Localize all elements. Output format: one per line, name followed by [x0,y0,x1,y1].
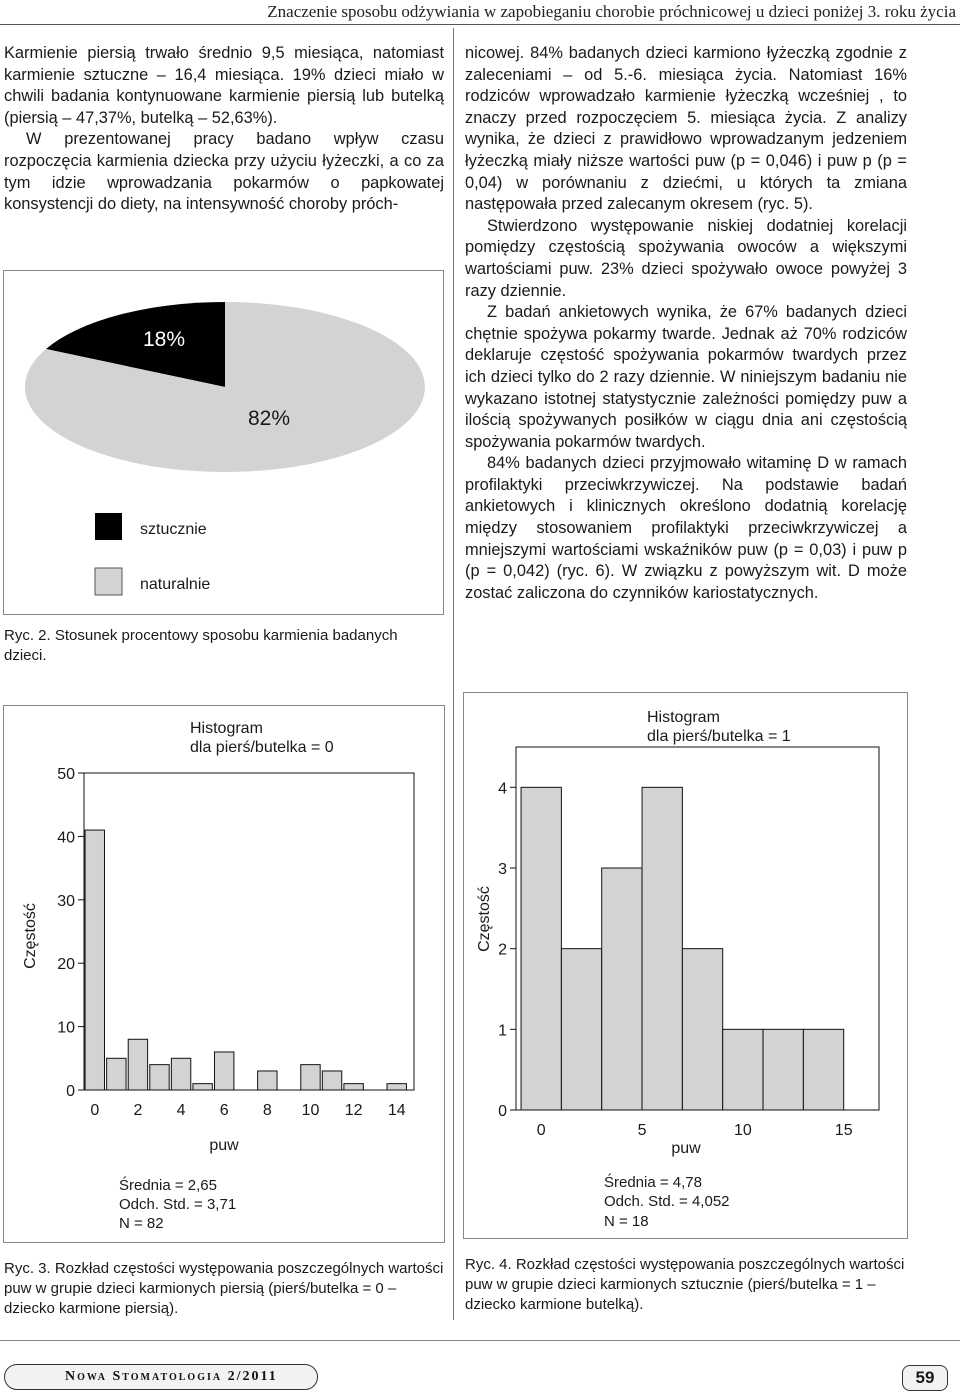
histogram-title: Histogram [190,720,263,737]
header-divider [0,24,960,25]
histogram-bar [344,1084,363,1090]
legend-swatch-naturalnie [95,568,122,595]
x-tick-label: 10 [301,1102,320,1119]
x-tick-label: 0 [536,1122,546,1139]
histogram-bar [803,1029,843,1110]
x-tick-label: 14 [387,1102,406,1119]
x-axis-label: puw [209,1137,239,1154]
figure-2-pie-chart [3,270,444,615]
paragraph: Karmienie piersią trwało średnio 9,5 miesiąca, natomiast karmienie sztuczne – 16,4 miesiąca. 19% dzieci miało w chwili badania kontynuowane karmienie piersią lub butelką (piersią – 47,37%, butelką – 52,63%). [4,44,444,127]
y-axis-label: Częstość [22,903,39,969]
paragraph: W prezentowanej pracy badano wpływ czasu rozpoczęcia karmienia dziecka przy użyciu łyżeczki, a co za tym idzie wprowadzania pokarmów o papkowatej konsystencji do diety, na intensywność choroby próch- [4,130,444,214]
page-number: 59 [902,1365,948,1391]
x-tick-label: 12 [344,1102,363,1119]
histogram-subtitle: dla pierś/butelka = 1 [647,728,791,745]
x-axis-label: puw [671,1140,701,1157]
pie-label-naturalnie: 82% [248,407,291,430]
stat-mean: Średnia = 4,78 [604,1174,702,1191]
stat-n: N = 82 [119,1215,164,1232]
histogram-subtitle: dla pierś/butelka = 0 [190,739,334,756]
stat-std: Odch. Std. = 3,71 [119,1196,237,1213]
y-tick-label: 3 [498,861,507,878]
y-tick-label: 4 [498,780,507,798]
histogram-title: Histogram [647,709,720,726]
histogram-bar [561,949,601,1110]
x-tick-label: 2 [133,1102,143,1119]
figure-2-caption: Ryc. 2. Stosunek procentowy sposobu karmienia badanych dzieci. [4,627,398,664]
x-tick-label: 6 [219,1102,229,1119]
histogram-bar [171,1058,190,1090]
left-column-text [4,43,444,216]
histogram-bar [128,1039,147,1090]
y-tick-label: 0 [66,1083,75,1100]
x-tick-label: 10 [733,1122,752,1139]
figure-3-histogram [3,705,445,1243]
y-tick-label: 20 [57,956,75,974]
x-tick-label: 8 [262,1102,272,1119]
footer-divider [0,1340,960,1341]
histogram-bar [150,1065,169,1090]
histogram-bar [682,949,722,1110]
y-tick-label: 2 [498,941,507,959]
paragraph: Z badań ankietowych wynika, że 67% badanych dzieci chętnie spożywa pokarmy twarde. Jednak aż 70% rodziców deklaruje częstość spożywania pokarmów twardych przez ich dzieci tylko do 2 razy dziennie. W niniejszym badaniu nie wykazano istotnej statystycznie zależności pomiędzy puw a ilością spożywanych posiłków w ciągu dnia ani częstością spożywania pokarmów twardych. [465,303,907,451]
y-tick-label: 1 [498,1022,507,1040]
y-tick-label: 10 [57,1019,75,1037]
paragraph: 84% badanych dzieci przyjmowało witaminę D w ramach profilaktyki przeciwkrzywiczej. Na podstawie badań ankietowych i klinicznych określono dodatnią korelację między stosowaniem profilaktyki przeciwkrzywiczej a mniejszymi wartościami wskaźników puw (p = 0,03) i puw p (p = 0,042) (ryc. 6). W związku z powyższym wit. D może zostać zaliczona do czynników kariostatycznych. [465,454,907,602]
stat-mean: Średnia = 2,65 [119,1177,217,1194]
figure-4-histogram [463,692,908,1239]
y-tick-label: 50 [57,766,75,783]
x-tick-label: 5 [637,1122,647,1139]
histogram-bar [214,1052,233,1090]
pie-label-sztucznie: 18% [143,328,186,351]
paragraph: Stwierdzono występowanie niskiej dodatniej korelacji pomiędzy częstością spożywania owoców a większymi wartościami puw. 23% dzieci spożywało owoce powyżej 3 razy dziennie. [465,216,907,300]
figure-4-caption: Ryc. 4. Rozkład częstości występowania poszczególnych wartości puw w grupie dzieci karmionych sztucznie (pierś/butelka = 1 – dziecko karmione butelką). [465,1256,905,1313]
histogram-bar [763,1029,803,1110]
y-tick-label: 30 [57,892,75,910]
paragraph: nicowej. 84% badanych dzieci karmiono łyżeczką zgodnie z zaleceniami – od 5.-6. miesiąca życia. Natomiast 16% rodziców wprowadzało karmienie łyżeczką wcześniej , to znaczy przed rozpoczęciem 5. miesiąca życia. Z analizy wynika, że dzieci z prawidłowo wprowadzanym jedzeniem łyżeczką miały niższe wartości puw (p = 0,046) i puw p (p = 0,04) w porównaniu z dziećmi, u których ta zmiana następowała przed zalecanym okresem (ryc. 5). [465,44,907,214]
histogram-bar [193,1084,212,1090]
y-tick-label: 40 [57,829,75,847]
histogram-bar [642,787,682,1110]
stat-n: N = 18 [604,1213,649,1230]
x-tick-label: 4 [176,1102,186,1119]
histogram-bar [387,1084,406,1090]
histogram-bar [258,1071,277,1090]
histogram-bar [723,1029,763,1110]
histogram-bar [521,787,561,1110]
legend-label-naturalnie: naturalnie [140,576,211,593]
x-tick-label: 15 [834,1122,853,1139]
stat-std: Odch. Std. = 4,052 [604,1193,730,1210]
figure-3-caption: Ryc. 3. Rozkład częstości występowania poszczególnych wartości puw w grupie dzieci karmionych piersią (pierś/butelka = 0 – dziecko karmione piersią). [4,1260,444,1317]
x-tick-label: 0 [90,1102,100,1119]
y-tick-label: 0 [498,1103,507,1120]
journal-name: Nowa Stomatologia 2/2011 [4,1364,318,1390]
histogram-bar [602,868,642,1110]
y-axis-label: Częstość [476,886,493,952]
column-divider [453,28,454,1320]
histogram-bar [322,1071,341,1090]
right-column-text [465,43,907,604]
legend-label-sztucznie: sztucznie [140,521,207,538]
legend-swatch-sztucznie [95,513,122,540]
histogram-bar [85,830,104,1090]
histogram-bar [301,1065,320,1090]
running-header: Znaczenie sposobu odżywiania w zapobieganiu chorobie próchnicowej u dzieci poniżej 3. roku życia [267,2,956,21]
histogram-bar [107,1058,126,1090]
